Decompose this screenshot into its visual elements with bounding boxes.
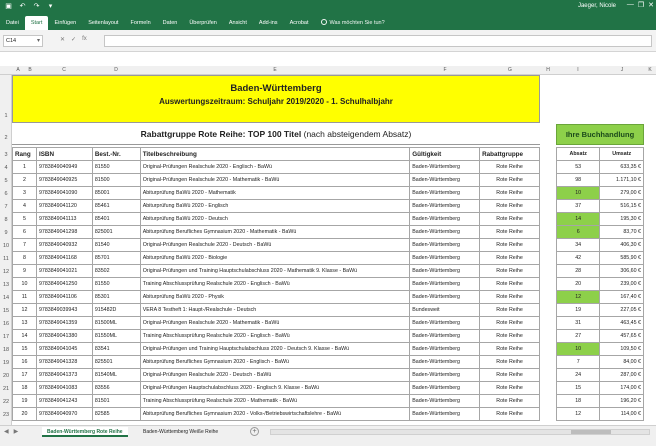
col-rang[interactable]: Rang (13, 148, 37, 161)
cancel-icon[interactable]: ✕ (60, 37, 66, 43)
cell-absatz[interactable]: 34 (557, 239, 600, 252)
undo-icon[interactable]: ↶ (19, 3, 26, 10)
store-row (557, 239, 644, 252)
col-isbn[interactable]: ISBN (36, 148, 92, 161)
cell-rang[interactable]: 1 (13, 161, 37, 174)
cell-titel[interactable]: Original-Prüfungen Realschule 2020 - Mathematik - BaWü (140, 174, 410, 187)
cell-absatz[interactable]: 37 (557, 200, 600, 213)
table-row (13, 408, 540, 421)
cell-isbn[interactable]: 9783849041243 (36, 395, 92, 408)
col-header-k[interactable]: K (648, 67, 652, 73)
table-header-row (13, 148, 540, 161)
row-header[interactable]: 11 (3, 256, 9, 262)
row-header[interactable]: 20 (2, 373, 10, 379)
cell-titel[interactable]: Abiturprüfung BaWü 2020 - Physik (140, 291, 410, 304)
store-row (557, 161, 644, 174)
prev-sheet-icon[interactable]: ◀ (4, 429, 9, 435)
cell-best-nr[interactable]: 81540ML (92, 369, 140, 382)
cell-best-nr[interactable]: 81500ML (92, 317, 140, 330)
cell-rang[interactable]: 19 (13, 395, 37, 408)
cell-rabattgruppe[interactable]: Rote Reihe (480, 200, 540, 213)
table-row (13, 213, 540, 226)
col-header-d[interactable]: D (114, 67, 118, 73)
row-header[interactable]: 8 (4, 217, 8, 223)
table-row (13, 161, 540, 174)
row-header[interactable]: 9 (4, 230, 8, 236)
row-header[interactable]: 17 (2, 334, 10, 340)
cell-best-nr[interactable]: 81540 (92, 239, 140, 252)
cell-isbn[interactable]: 9783849040970 (36, 408, 92, 421)
restore-icon[interactable]: ❐ (637, 2, 645, 9)
store-row (557, 304, 644, 317)
cell-gueltigkeit[interactable]: Baden-Württemberg (410, 278, 480, 291)
cell-umsatz[interactable]: 279,00 € (600, 187, 644, 200)
store-row (557, 356, 644, 369)
cell-best-nr[interactable]: 85001 (92, 187, 140, 200)
cell-umsatz[interactable]: 109,50 € (600, 343, 644, 356)
cell-titel[interactable]: Abiturprüfung Berufliches Gymnasium 2020 - Volks-/Betriebswirtschaftslehre - BaWü (140, 408, 410, 421)
cell-titel[interactable]: Abiturprüfung BaWü 2020 - Mathematik (140, 187, 410, 200)
store-row (557, 252, 644, 265)
cell-titel[interactable]: Original-Prüfungen Realschule 2020 - Englisch - BaWü (140, 161, 410, 174)
cell-isbn[interactable]: 9783849041083 (36, 382, 92, 395)
cell-absatz[interactable]: 12 (557, 408, 600, 421)
formula-input[interactable] (104, 35, 652, 47)
cell-rang[interactable]: 17 (13, 369, 37, 382)
cell-absatz[interactable]: 19 (557, 304, 600, 317)
cell-rabattgruppe[interactable]: Rote Reihe (480, 369, 540, 382)
table-row (13, 369, 540, 382)
sheet-tabs-bar (0, 425, 656, 446)
cell-best-nr[interactable]: 81550 (92, 161, 140, 174)
col-titel[interactable]: Titelbeschreibung (140, 148, 410, 161)
cell-titel[interactable]: Original-Prüfungen Realschule 2020 - Mathematik - BaWü (140, 317, 410, 330)
tab-acrobat[interactable]: Acrobat (289, 20, 309, 26)
cell-titel[interactable]: Abiturprüfung BaWü 2020 - Deutsch (140, 213, 410, 226)
user-name[interactable]: Jaeger, Nicole (577, 3, 616, 9)
cell-rang[interactable]: 3 (13, 187, 37, 200)
cell-isbn[interactable]: 9783849040925 (36, 174, 92, 187)
cell-absatz[interactable]: 7 (557, 356, 600, 369)
cell-gueltigkeit[interactable]: Baden-Württemberg (410, 317, 480, 330)
row-header[interactable]: 6 (4, 191, 8, 197)
cell-umsatz[interactable]: 84,00 € (600, 356, 644, 369)
cell-gueltigkeit[interactable]: Baden-Württemberg (410, 408, 480, 421)
row-header[interactable]: 23 (2, 412, 10, 418)
cell-gueltigkeit[interactable]: Baden-Württemberg (410, 213, 480, 226)
cell-absatz[interactable]: 12 (557, 291, 600, 304)
cell-gueltigkeit[interactable]: Baden-Württemberg (410, 174, 480, 187)
tab-datei[interactable]: Datei (6, 20, 19, 26)
cell-rabattgruppe[interactable]: Rote Reihe (480, 161, 540, 174)
cell-gueltigkeit[interactable]: Baden-Württemberg (410, 200, 480, 213)
cell-best-nr[interactable]: 915482D (92, 304, 140, 317)
cell-absatz[interactable]: 28 (557, 265, 600, 278)
cell-isbn[interactable]: 9783849040949 (36, 161, 92, 174)
cell-absatz[interactable]: 98 (557, 174, 600, 187)
cell-umsatz[interactable]: 585,90 € (600, 252, 644, 265)
header-banner[interactable] (12, 75, 540, 123)
cell-isbn[interactable]: 9783849041090 (36, 187, 92, 200)
store-row (557, 408, 644, 421)
cell-absatz[interactable]: 18 (557, 395, 600, 408)
cell-absatz[interactable]: 6 (557, 226, 600, 239)
row-header[interactable]: 21 (2, 386, 10, 392)
col-header-e[interactable]: E (273, 67, 277, 73)
sheet-nav (4, 428, 18, 435)
cell-rang[interactable]: 11 (13, 291, 37, 304)
cell-isbn[interactable]: 9783849041106 (36, 291, 92, 304)
cell-isbn[interactable]: 9783849041373 (36, 369, 92, 382)
cell-rang[interactable]: 10 (13, 278, 37, 291)
ranking-table (12, 147, 540, 421)
cell-gueltigkeit[interactable]: Baden-Württemberg (410, 369, 480, 382)
cell-absatz[interactable]: 10 (557, 343, 600, 356)
cell-rabattgruppe[interactable]: Rote Reihe (480, 226, 540, 239)
col-header-a[interactable]: A (16, 67, 20, 73)
col-header-h[interactable]: H (546, 67, 550, 73)
cell-umsatz[interactable]: 114,00 € (600, 408, 644, 421)
cell-best-nr[interactable]: 85401 (92, 213, 140, 226)
sheet-tab-rote-reihe[interactable]: Baden-Württemberg Rote Reihe (42, 427, 128, 437)
table-row (13, 265, 540, 278)
cell-absatz[interactable]: 15 (557, 382, 600, 395)
next-sheet-icon[interactable]: ▶ (13, 429, 19, 435)
table-row (13, 239, 540, 252)
row-header[interactable]: 14 (2, 295, 10, 301)
cell-gueltigkeit[interactable]: Baden-Württemberg (410, 291, 480, 304)
cell-rabattgruppe[interactable]: Rote Reihe (480, 317, 540, 330)
tab-formeln[interactable]: Formeln (130, 20, 151, 26)
cell-rabattgruppe[interactable]: Rote Reihe (480, 330, 540, 343)
table-row (13, 317, 540, 330)
lightbulb-icon (321, 19, 327, 25)
col-header-i[interactable]: I (577, 67, 579, 73)
redo-icon[interactable]: ↷ (33, 3, 40, 10)
cell-titel[interactable]: Original-Prüfungen Realschule 2020 - Deutsch - BaWü (140, 369, 410, 382)
cell-best-nr[interactable]: 825501 (92, 356, 140, 369)
tab-add-ins[interactable]: Add-ins (258, 20, 278, 26)
col-header-f[interactable]: F (443, 67, 447, 73)
store-row (557, 265, 644, 278)
cell-gueltigkeit[interactable]: Baden-Württemberg (410, 382, 480, 395)
row-header[interactable]: 1 (4, 113, 8, 119)
cell-rabattgruppe[interactable]: Rote Reihe (480, 408, 540, 421)
table-row (13, 343, 540, 356)
cell-absatz[interactable]: 14 (557, 213, 600, 226)
cell-rang[interactable]: 8 (13, 252, 37, 265)
store-sales-table (556, 147, 644, 421)
cell-rang[interactable]: 7 (13, 239, 37, 252)
row-header[interactable]: 22 (2, 399, 10, 405)
cell-titel[interactable]: Training Abschlussprüfung Realschule 2020 - Mathematik - BaWü (140, 395, 410, 408)
sheet-tab-weisse-reihe[interactable]: Baden-Württemberg Weiße Reihe (143, 429, 219, 435)
period-subtitle: Auswertungszeitraum: Schuljahr 2019/2020 - 1. Schulhalbjahr (159, 97, 393, 106)
col-best-nr[interactable]: Best.-Nr. (92, 148, 140, 161)
cell-best-nr[interactable]: 81501 (92, 395, 140, 408)
store-row (557, 369, 644, 382)
customize-icon[interactable]: ▾ (48, 3, 53, 10)
cell-absatz[interactable]: 10 (557, 187, 600, 200)
cell-titel[interactable]: Original-Prüfungen Realschule 2020 - Deutsch - BaWü (140, 239, 410, 252)
ranking-table-body (13, 161, 540, 421)
close-icon[interactable]: ✕ (648, 2, 654, 9)
cell-isbn[interactable]: 9783849041250 (36, 278, 92, 291)
cell-best-nr[interactable]: 81500 (92, 174, 140, 187)
name-box[interactable]: C14 ▾ (3, 35, 43, 47)
cell-umsatz[interactable]: 239,00 € (600, 278, 644, 291)
cell-gueltigkeit[interactable]: Baden-Württemberg (410, 343, 480, 356)
cell-absatz[interactable]: 53 (557, 161, 600, 174)
cell-titel[interactable]: Abiturprüfung BaWü 2020 - Biologie (140, 252, 410, 265)
cell-umsatz[interactable]: 167,40 € (600, 291, 644, 304)
tab-daten[interactable]: Daten (162, 20, 178, 26)
cell-isbn[interactable]: 9783849041113 (36, 213, 92, 226)
cell-absatz[interactable]: 42 (557, 252, 600, 265)
scroll-thumb[interactable] (571, 430, 611, 434)
table-row (13, 330, 540, 343)
cell-rabattgruppe[interactable]: Rote Reihe (480, 278, 540, 291)
cell-absatz[interactable]: 27 (557, 330, 600, 343)
ihre-buchhandlung-label[interactable]: Ihre Buchhandlung (556, 124, 644, 145)
group-title-bold: Rabattgruppe Rote Reihe: TOP 100 Titel (140, 129, 302, 139)
cell-rabattgruppe[interactable]: Rote Reihe (480, 356, 540, 369)
cell-gueltigkeit[interactable]: Baden-Württemberg (410, 161, 480, 174)
cell-best-nr[interactable]: 83502 (92, 265, 140, 278)
store-row (557, 213, 644, 226)
cell-rabattgruppe[interactable]: Rote Reihe (480, 265, 540, 278)
row-header[interactable]: 19 (2, 360, 10, 366)
cell-isbn[interactable]: 9783849041120 (36, 200, 92, 213)
ribbon-tabs (0, 14, 656, 30)
fx-icon[interactable]: fx (82, 36, 87, 42)
cell-rang[interactable]: 6 (13, 226, 37, 239)
table-row (13, 395, 540, 408)
cell-rabattgruppe[interactable]: Rote Reihe (480, 174, 540, 187)
cell-rang[interactable]: 20 (13, 408, 37, 421)
store-header-row (557, 148, 644, 161)
tab-seitenlayout[interactable]: Seitenlayout (88, 20, 119, 26)
cell-isbn[interactable]: 9783849040932 (36, 239, 92, 252)
cell-titel[interactable]: Training Abschlussprüfung Realschule 2020 - Englisch - BaWü (140, 330, 410, 343)
col-absatz[interactable]: Absatz (557, 148, 600, 161)
cell-umsatz[interactable]: 196,20 € (600, 395, 644, 408)
store-row (557, 187, 644, 200)
cell-rang[interactable]: 16 (13, 356, 37, 369)
cell-rang[interactable]: 4 (13, 200, 37, 213)
col-rabattgruppe[interactable]: Rabattgruppe (480, 148, 540, 161)
cell-rang[interactable]: 2 (13, 174, 37, 187)
row-header[interactable]: 5 (4, 178, 8, 184)
window-controls (627, 1, 654, 9)
table-row (13, 291, 540, 304)
row-header[interactable]: 13 (2, 282, 10, 288)
row-header[interactable]: 18 (2, 347, 10, 353)
cell-best-nr[interactable]: 85701 (92, 252, 140, 265)
cell-umsatz[interactable]: 174,00 € (600, 382, 644, 395)
tab-ueberpruefen[interactable]: Überprüfen (189, 20, 217, 26)
cell-best-nr[interactable]: 825001 (92, 226, 140, 239)
cell-umsatz[interactable]: 633,35 € (600, 161, 644, 174)
cell-rabattgruppe[interactable]: Rote Reihe (480, 187, 540, 200)
cell-isbn[interactable]: 9783849041380 (36, 330, 92, 343)
cell-umsatz[interactable]: 83,70 € (600, 226, 644, 239)
cell-isbn[interactable]: 9783849041168 (36, 252, 92, 265)
minimize-icon[interactable]: — (626, 1, 634, 8)
row-header[interactable]: 10 (2, 243, 10, 249)
store-row (557, 174, 644, 187)
tell-me-label: Was möchten Sie tun? (329, 20, 385, 26)
tell-me-search[interactable] (315, 16, 391, 30)
cell-gueltigkeit[interactable]: Baden-Württemberg (410, 265, 480, 278)
table-row (13, 226, 540, 239)
store-row (557, 226, 644, 239)
cell-rang[interactable]: 13 (13, 317, 37, 330)
confirm-icon[interactable]: ✓ (71, 37, 77, 43)
cell-titel[interactable]: VERA 8 Testheft 1: Haupt-/Realschule - Deutsch (140, 304, 410, 317)
column-headers (0, 66, 656, 75)
cell-absatz[interactable]: 24 (557, 369, 600, 382)
store-row (557, 291, 644, 304)
cell-best-nr[interactable]: 83556 (92, 382, 140, 395)
table-row (13, 382, 540, 395)
cell-rabattgruppe[interactable]: Rote Reihe (480, 291, 540, 304)
cell-best-nr[interactable]: 81550 (92, 278, 140, 291)
row-header[interactable]: 15 (2, 308, 10, 314)
row-header[interactable]: 4 (4, 165, 8, 171)
sheet-grid (12, 75, 656, 425)
formula-bar (0, 30, 656, 52)
cell-titel[interactable]: Original-Prüfungen und Training Hauptschulabschluss 2020 - Deutsch 9. Klasse - BaWü (140, 343, 410, 356)
cell-isbn[interactable]: 9783849039943 (36, 304, 92, 317)
table-row (13, 252, 540, 265)
row-headers (0, 75, 12, 425)
cell-absatz[interactable]: 20 (557, 278, 600, 291)
cell-rang[interactable]: 18 (13, 382, 37, 395)
cell-gueltigkeit[interactable]: Baden-Württemberg (410, 226, 480, 239)
cell-best-nr[interactable]: 83541 (92, 343, 140, 356)
cell-rang[interactable]: 5 (13, 213, 37, 226)
cell-umsatz[interactable]: 457,65 € (600, 330, 644, 343)
cell-rang[interactable]: 14 (13, 330, 37, 343)
cell-isbn[interactable]: 9783849041021 (36, 265, 92, 278)
cell-umsatz[interactable]: 406,30 € (600, 239, 644, 252)
cell-gueltigkeit[interactable]: Bundesweit (410, 304, 480, 317)
cell-rang[interactable]: 9 (13, 265, 37, 278)
col-header-c[interactable]: C (62, 67, 66, 73)
cell-umsatz[interactable]: 227,05 € (600, 304, 644, 317)
cell-titel[interactable]: Original-Prüfungen Hauptschulabschluss 2020 - Englisch 9. Klasse - BaWü (140, 382, 410, 395)
cell-gueltigkeit[interactable]: Baden-Württemberg (410, 356, 480, 369)
tab-start[interactable]: Start (25, 16, 49, 30)
cell-umsatz[interactable]: 463,45 € (600, 317, 644, 330)
cell-titel[interactable]: Abiturprüfung BaWü 2020 - Englisch (140, 200, 410, 213)
row-header[interactable]: 2 (4, 135, 8, 141)
region-title: Baden-Württemberg (230, 83, 322, 94)
group-title[interactable] (12, 124, 540, 145)
cell-titel[interactable]: Training Abschlussprüfung Realschule 2020 - Englisch - BaWü (140, 278, 410, 291)
store-sales-body (557, 161, 644, 421)
col-gueltigkeit[interactable]: Gültigkeit (410, 148, 480, 161)
row-header[interactable]: 16 (2, 321, 10, 327)
cell-isbn[interactable]: 9783849041298 (36, 226, 92, 239)
store-row (557, 382, 644, 395)
col-header-g[interactable]: G (508, 67, 512, 73)
table-row (13, 187, 540, 200)
table-row (13, 278, 540, 291)
table-row (13, 174, 540, 187)
cell-gueltigkeit[interactable]: Baden-Württemberg (410, 252, 480, 265)
store-row (557, 200, 644, 213)
cell-isbn[interactable]: 9783849041359 (36, 317, 92, 330)
cell-best-nr[interactable]: 85301 (92, 291, 140, 304)
row-header[interactable]: 7 (4, 204, 8, 210)
cell-rabattgruppe[interactable]: Rote Reihe (480, 239, 540, 252)
store-row (557, 317, 644, 330)
store-row (557, 330, 644, 343)
quick-access-toolbar (4, 2, 55, 11)
save-icon[interactable]: ▣ (5, 3, 12, 10)
cell-rabattgruppe[interactable]: Rote Reihe (480, 213, 540, 226)
cell-rang[interactable]: 12 (13, 304, 37, 317)
horizontal-scrollbar[interactable] (270, 429, 650, 435)
cell-titel[interactable]: Abiturprüfung Berufliches Gymnasium 2020 - Mathematik - BaWü (140, 226, 410, 239)
table-row (13, 356, 540, 369)
row-header[interactable]: 12 (2, 269, 10, 275)
col-header-j[interactable]: J (620, 67, 624, 73)
cell-gueltigkeit[interactable]: Baden-Württemberg (410, 239, 480, 252)
store-row (557, 343, 644, 356)
cell-rabattgruppe[interactable]: Rote Reihe (480, 252, 540, 265)
cell-umsatz[interactable]: 516,15 € (600, 200, 644, 213)
formula-buttons (60, 36, 87, 43)
cell-gueltigkeit[interactable]: Baden-Württemberg (410, 187, 480, 200)
table-row (13, 200, 540, 213)
cell-umsatz[interactable]: 306,60 € (600, 265, 644, 278)
tab-ansicht[interactable]: Ansicht (228, 20, 247, 26)
cell-rabattgruppe[interactable]: Rote Reihe (480, 382, 540, 395)
cell-titel[interactable]: Abiturprüfung Berufliches Gymnasium 2020 - Englisch - BaWü (140, 356, 410, 369)
title-bar (0, 0, 656, 14)
table-row (13, 304, 540, 317)
col-header-b[interactable]: B (28, 67, 32, 73)
tab-einfuegen[interactable]: Einfügen (54, 20, 77, 26)
cell-umsatz[interactable]: 1.171,10 € (600, 174, 644, 187)
store-row (557, 278, 644, 291)
store-row (557, 395, 644, 408)
cell-titel[interactable]: Original-Prüfungen und Training Hauptschulabschluss 2020 - Mathematik 9. Klasse - BaWü (140, 265, 410, 278)
col-umsatz[interactable]: Umsatz (600, 148, 644, 161)
cell-rabattgruppe[interactable]: Rote Reihe (480, 343, 540, 356)
cell-best-nr[interactable]: 85461 (92, 200, 140, 213)
cell-umsatz[interactable]: 195,30 € (600, 213, 644, 226)
cell-gueltigkeit[interactable]: Baden-Württemberg (410, 330, 480, 343)
cell-best-nr[interactable]: 82585 (92, 408, 140, 421)
row-header[interactable]: 3 (4, 152, 8, 158)
cell-rang[interactable]: 15 (13, 343, 37, 356)
group-title-note: (nach absteigendem Absatz) (303, 129, 412, 139)
cell-rabattgruppe[interactable]: Rote Reihe (480, 395, 540, 408)
cell-umsatz[interactable]: 287,00 € (600, 369, 644, 382)
cell-absatz[interactable]: 31 (557, 317, 600, 330)
cell-gueltigkeit[interactable]: Baden-Württemberg (410, 395, 480, 408)
cell-isbn[interactable]: 9783849041328 (36, 356, 92, 369)
cell-isbn[interactable]: 9783849041045 (36, 343, 92, 356)
cell-rabattgruppe[interactable]: Rote Reihe (480, 304, 540, 317)
add-sheet-icon[interactable]: + (250, 427, 259, 436)
cell-best-nr[interactable]: 81550ML (92, 330, 140, 343)
